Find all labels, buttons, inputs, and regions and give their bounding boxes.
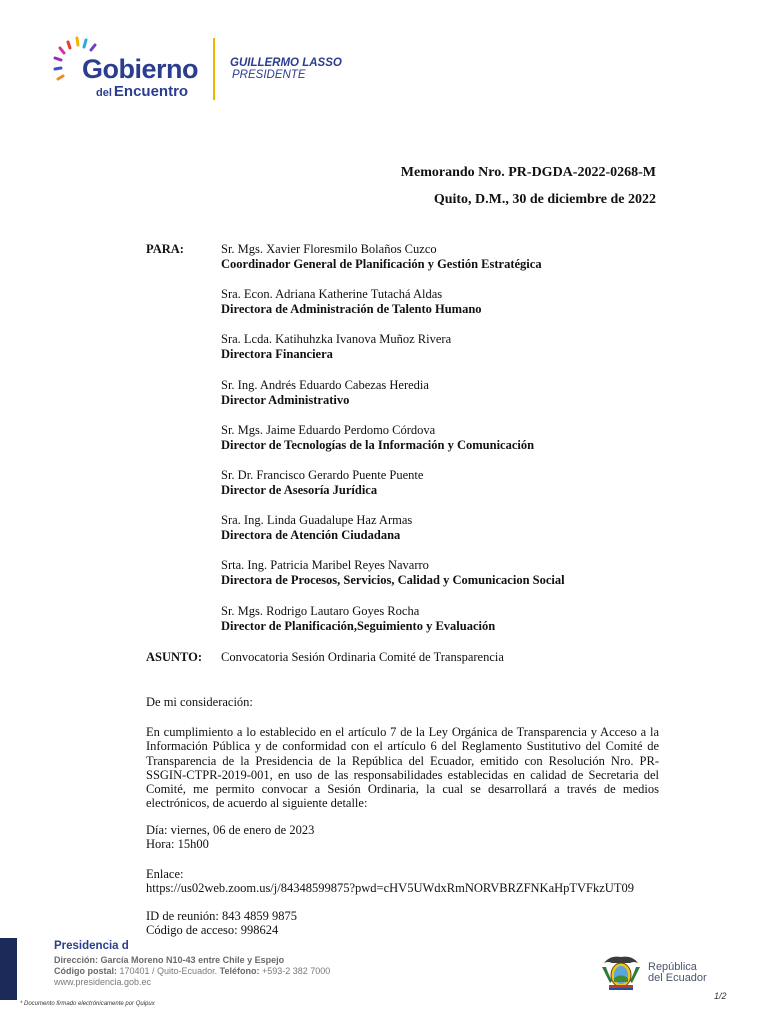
gobierno-logo	[0, 0, 220, 110]
recipient-name: Sra. Lcda. Katihuhzka Ivanova Muñoz Rivera	[221, 332, 452, 347]
access-code: Código de acceso: 998624	[146, 923, 279, 937]
recipient-title: Director de Tecnologías de la Información y Comunicación	[221, 437, 535, 452]
footer-accent-bar	[0, 938, 17, 1000]
header-divider	[213, 38, 215, 100]
recipient-block	[221, 287, 482, 317]
recipient-block	[221, 332, 451, 362]
footer-heading: Presidencia d	[54, 940, 129, 952]
footer-postal-label: Código postal:	[54, 966, 117, 976]
footer-postal-value: 170401 / Quito-Ecuador.	[119, 966, 218, 976]
recipient-block	[221, 558, 565, 588]
memo-number: Memorando Nro. PR-DGDA-2022-0268-M	[400, 165, 656, 180]
republic-name-line2: del Ecuador	[648, 972, 707, 984]
body-paragraph: En cumplimiento a lo establecido en el artículo 7 de la Ley Orgánica de Transparencia y Acceso a la Información Pública y de conformidad con el artículo 6 del Reglamento Sustitutivo del Comité de Transparencia de la Presidencia de la República del Ecuador, emitido con Resolución Nro. PR-SSGIN-CTPR-2019-001, en uso de las responsabilidades establecidas en calidad de Secretaria del Comité, me permito convocar a Sesión Ordinaria, la cual se desarrollará a través de medios electrónicos, de acuerdo al siguiente detalle:	[146, 725, 659, 811]
footer-address	[54, 955, 284, 966]
subject-label: ASUNTO:	[146, 650, 203, 664]
footer-phone-value: +593-2 382 7000	[261, 966, 331, 976]
greeting: De mi consideración:	[146, 695, 253, 709]
recipient-title: Directora de Administración de Talento Humano	[221, 302, 482, 317]
recipient-block	[221, 604, 495, 634]
footer-address-value: García Moreno N10-43 entre Chile y Espejo	[100, 955, 285, 965]
recipient-block	[221, 423, 534, 453]
recipient-title: Coordinador General de Planificación y Gestión Estratégica	[221, 257, 542, 271]
to-label: PARA:	[146, 242, 184, 256]
recipient-name: Sr. Mgs. Xavier Floresmilo Bolaños Cuzco	[221, 242, 437, 256]
link-label: Enlace:	[146, 867, 184, 881]
meeting-id: ID de reunión: 843 4859 9875	[146, 909, 298, 923]
footer-address-label: Dirección:	[54, 955, 99, 965]
footer-postal-phone	[54, 966, 330, 977]
signature-note: * Documento firmado electrónicamente por Quipux	[20, 1001, 155, 1007]
recipient-name: Srta. Ing. Patricia Maribel Reyes Navarro	[221, 558, 429, 573]
recipient-name: Sra. Econ. Adriana Katherine Tutachá Aldas	[221, 287, 443, 302]
recipient-title: Director Administrativo	[221, 392, 350, 407]
president-name: GUILLERMO LASSO	[230, 57, 342, 69]
meeting-day: Día: viernes, 06 de enero de 2023	[146, 823, 315, 837]
recipient-title: Directora de Procesos, Servicios, Calidad y Comunicacion Social	[221, 573, 565, 588]
president-title: PRESIDENTE	[232, 69, 306, 81]
recipient-name: Sr. Mgs. Rodrigo Lautaro Goyes Rocha	[221, 603, 420, 618]
recipient-block	[221, 378, 429, 408]
recipient-name: Sr. Dr. Francisco Gerardo Puente Puente	[221, 468, 424, 482]
recipient-title: Director de Planificación,Seguimiento y Evaluación	[221, 618, 496, 633]
ecuador-coat-of-arms-icon	[600, 951, 642, 993]
logo-subtitle-main: Encuentro	[113, 83, 189, 100]
republic-name-line1: República	[648, 961, 697, 973]
recipient-name: Sr. Ing. Andrés Eduardo Cabezas Heredia	[221, 377, 429, 392]
meeting-time: Hora: 15h00	[146, 837, 209, 851]
subject-text: Convocatoria Sesión Ordinaria Comité de Transparencia	[221, 650, 504, 664]
recipient-title: Directora de Atención Ciudadana	[221, 528, 401, 543]
recipient-block	[221, 513, 412, 543]
recipient-title: Directora Financiera	[221, 347, 333, 362]
recipient-block	[221, 468, 423, 498]
recipient-name: Sra. Ing. Linda Guadalupe Haz Armas	[221, 513, 413, 528]
meeting-link[interactable]: https://us02web.zoom.us/j/84348599875?pwd=cHV5UWdxRmNORVBRZFNKaHpTVFkzUT09	[146, 881, 634, 895]
logo-subtitle-prefix: del	[96, 87, 112, 99]
logo-subtitle	[96, 84, 188, 99]
recipient-name: Sr. Mgs. Jaime Eduardo Perdomo Córdova	[221, 422, 436, 437]
footer-website[interactable]: www.presidencia.gob.ec	[54, 977, 152, 987]
logo-title: Gobierno	[82, 54, 198, 84]
memo-date: Quito, D.M., 30 de diciembre de 2022	[433, 192, 656, 207]
footer-phone-label: Teléfono:	[219, 966, 260, 976]
page-number: 1/2	[714, 991, 727, 1001]
recipient-title: Director de Asesoría Jurídica	[221, 483, 378, 497]
recipient-block	[221, 242, 542, 272]
